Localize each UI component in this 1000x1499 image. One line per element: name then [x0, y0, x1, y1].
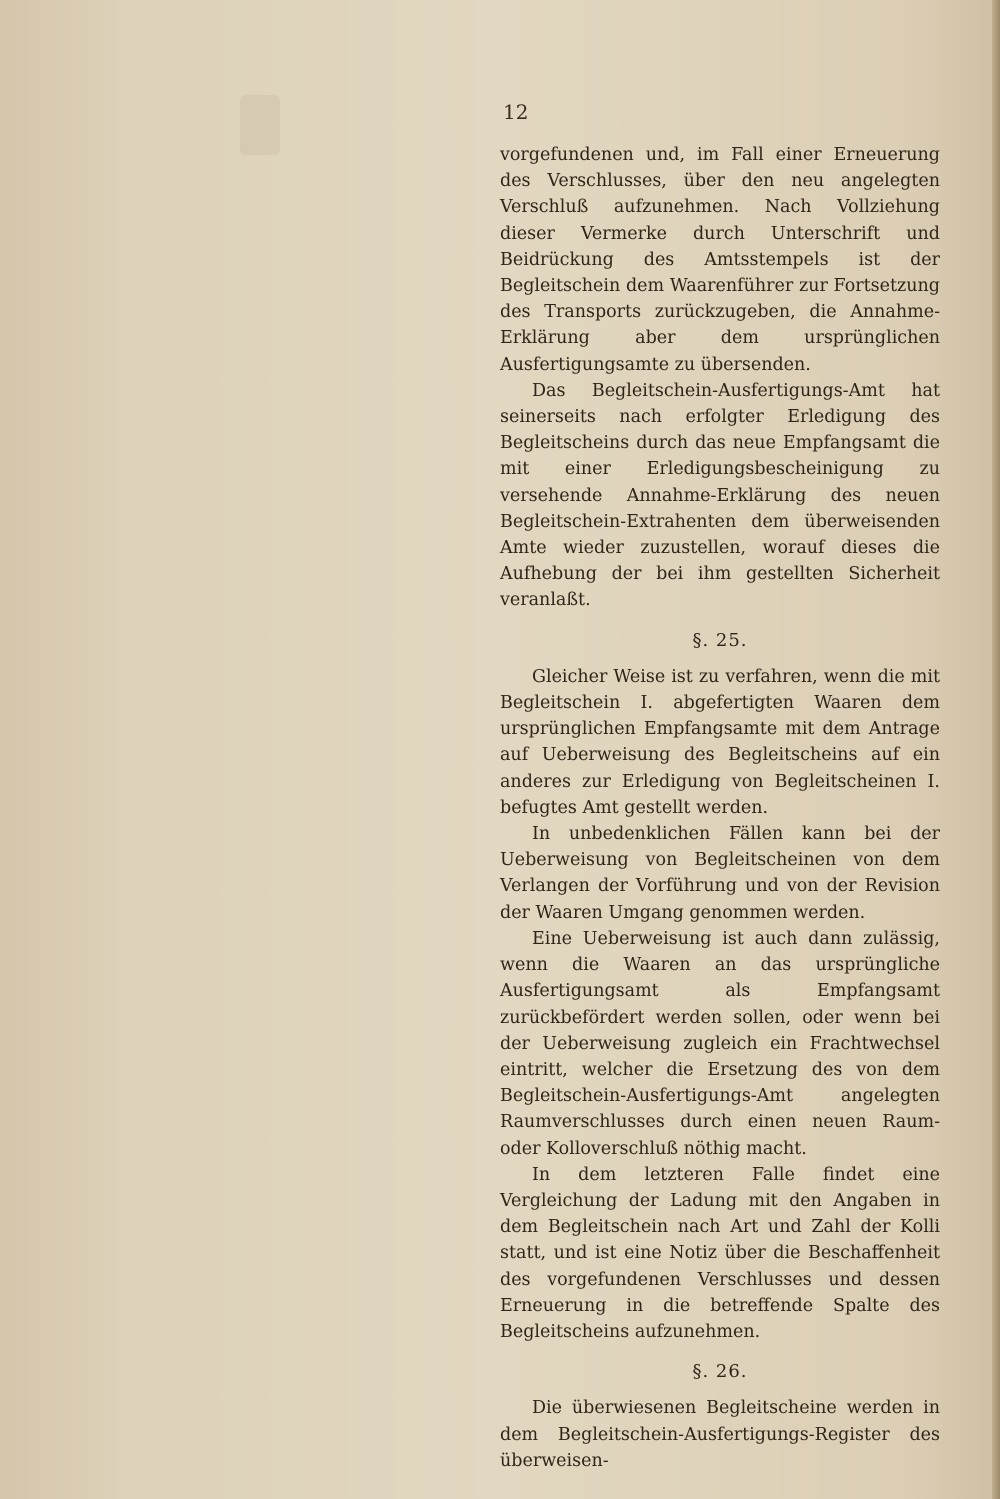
paragraph: Das Begleitschein-Ausfertigungs-Amt hat seinerseits nach erfolgter Erledigung des Begleitscheins durch das neue Empfangsamt die mit einer Erledigungsbescheinigung zu versehende Annahme-Erklärung des neuen Begleitschein-Extrahenten dem überweisenden Amte wieder zuzustellen, worauf dieses die Aufhebung der bei ihm gestellten Sicherheit veranlaßt. — [500, 380, 940, 611]
page-edge — [992, 0, 1000, 1499]
page-number: 12 — [503, 100, 529, 124]
paragraph: Eine Ueberweisung ist auch dann zulässig, wenn die Waaren an das ursprüngliche Ausfertigungsamt als Empfangsamt zurückbefördert werden sollen, oder wenn bei der Ueberweisung zugleich ein Frachtwechsel eintritt, welcher die Ersetzung des von dem Begleitschein-Ausfertigungs-Amt angelegten Raumverschlusses durch einen neuen Raum- oder Kolloverschluß nöthig macht. — [500, 928, 940, 1159]
section-heading-25: §. 25. — [692, 629, 748, 651]
paragraph: Die überwiesenen Begleitscheine werden in dem Begleitschein-Ausfertigungs-Register des überweisen- — [500, 1398, 940, 1471]
body-text — [500, 142, 940, 1474]
paragraph: Gleicher Weise ist zu verfahren, wenn die mit Begleitschein I. abgefertigten Waaren dem ursprünglichen Empfangsamte mit dem Antrage auf Ueberweisung des Begleitscheins auf ein anderes zur Erledigung von Begleitscheinen I. befugtes Amt gestellt werden. — [500, 666, 940, 818]
paragraph: In dem letzteren Falle findet eine Vergleichung der Ladung mit den Angaben in dem Begleitschein nach Art und Zahl der Kolli statt, und ist eine Notiz über die Beschaffenheit des vorgefundenen Verschlusses und dessen Erneuerung in die betreffende Spalte des Begleitscheins aufzunehmen. — [500, 1164, 940, 1342]
ink-bleed-mark — [240, 95, 280, 155]
paragraph: In unbedenklichen Fällen kann bei der Ueberweisung von Begleitscheinen von dem Verlangen der Vorführung und von der Revision der Waaren Umgang genommen werden. — [500, 824, 940, 923]
paragraph: vorgefundenen und, im Fall einer Erneuerung des Verschlusses, über den neu angelegten Verschluß aufzunehmen. Nach Vollziehung dieser Vermerke durch Unterschrift und Beidrückung des Amtsstempels ist der Begleitschein dem Waarenführer zur Fortsetzung des Transports zurückzugeben, die Annahme-Erklärung aber dem ursprünglichen Ausfertigungsamte zu übersenden. — [500, 145, 940, 375]
section-heading-26: §. 26. — [692, 1361, 748, 1383]
